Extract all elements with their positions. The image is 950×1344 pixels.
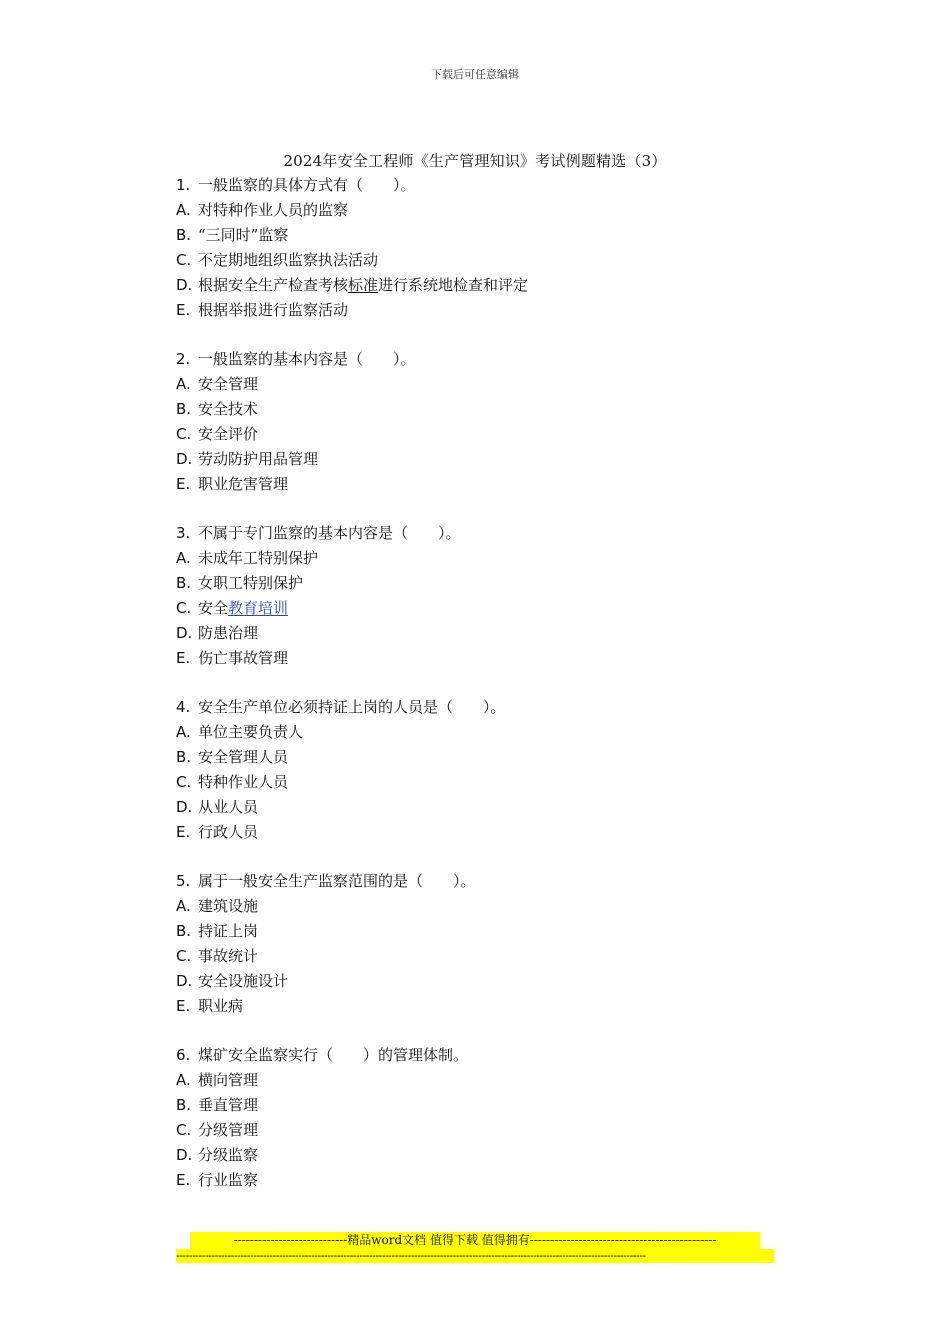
footer-dash-line: --------------------------------------------------------------------------------------------------------------------------------------------------: [176, 1249, 774, 1263]
option-text: 根据举报进行监察活动: [198, 301, 349, 319]
option-label: E.: [176, 475, 191, 493]
option-label: C.: [176, 599, 192, 617]
option-label: D.: [176, 276, 193, 294]
option-label: D.: [176, 1146, 193, 1164]
question-stem-text: 安全生产单位必须持证上岗的人员是（ ）。: [198, 698, 506, 716]
option-label: E.: [176, 1171, 191, 1189]
option-c: [176, 946, 776, 971]
option-b: [176, 747, 776, 772]
option-text: 安全评价: [198, 425, 259, 443]
option-d: [176, 275, 776, 300]
document-title: 2024年安全工程师《生产管理知识》考试例题精选（3）: [283, 152, 667, 170]
question-stem-text: 属于一般安全生产监察范围的是（ ）。: [198, 872, 476, 890]
option-text: 横向管理: [198, 1071, 259, 1089]
option-text: 行业监察: [198, 1171, 259, 1189]
option-a: [176, 548, 776, 573]
question-stem-text: 煤矿安全监察实行（ ）的管理体制。: [198, 1046, 469, 1064]
option-label: B.: [176, 1096, 192, 1114]
option-text: 不定期地组织监察执法活动: [198, 251, 379, 269]
option-text: 根据安全生产检查考核: [198, 276, 349, 294]
option-a: [176, 200, 776, 225]
question-3: [176, 523, 776, 673]
question-4: [176, 697, 776, 847]
option-label: B.: [176, 922, 192, 940]
option-text: 对特种作业人员的监察: [198, 201, 349, 219]
page-header: 下载后可任意编辑: [431, 68, 519, 81]
option-d: [176, 449, 776, 474]
option-label: B.: [176, 226, 192, 244]
option-link[interactable]: 教育培训: [228, 599, 289, 617]
option-label: C.: [176, 1121, 192, 1139]
option-label: D.: [176, 798, 193, 816]
option-text: 伤亡事故管理: [198, 649, 289, 667]
option-label: B.: [176, 748, 192, 766]
option-label: A.: [176, 549, 191, 567]
option-label: B.: [176, 574, 192, 592]
question-stem-text: 一般监察的基本内容是（ ）。: [198, 350, 416, 368]
option-d: [176, 971, 776, 996]
question-stem: [176, 1045, 776, 1070]
option-text: 垂直管理: [198, 1096, 259, 1114]
option-e: [176, 822, 776, 847]
footer-banner: [176, 1232, 774, 1249]
option-text: “三同时”监察: [198, 226, 289, 244]
option-label: C.: [176, 251, 192, 269]
option-text: 安全: [198, 599, 229, 617]
option-underlined-text: 标准: [348, 276, 379, 294]
option-d: [176, 797, 776, 822]
option-a: [176, 374, 776, 399]
option-text: 从业人员: [198, 798, 259, 816]
option-text: 防患治理: [198, 624, 259, 642]
option-label: E.: [176, 649, 191, 667]
question-stem: [176, 349, 776, 374]
option-a: [176, 1070, 776, 1095]
option-label: A.: [176, 201, 191, 219]
option-b: [176, 573, 776, 598]
option-text: 安全设施设计: [198, 972, 289, 990]
option-label: A.: [176, 1071, 191, 1089]
question-stem-text: 一般监察的具体方式有（ ）。: [198, 176, 416, 194]
option-e: [176, 300, 776, 325]
option-label: C.: [176, 773, 192, 791]
question-number: 1.: [176, 176, 191, 194]
question-number: 4.: [176, 698, 191, 716]
option-text: 建筑设施: [198, 897, 259, 915]
option-e: [176, 996, 776, 1021]
option-text: 分级监察: [198, 1146, 259, 1164]
option-label: E.: [176, 301, 191, 319]
question-stem-text: 不属于专门监察的基本内容是（ ）。: [198, 524, 461, 542]
question-2: [176, 349, 776, 499]
option-text: 安全管理人员: [198, 748, 289, 766]
option-label: C.: [176, 947, 192, 965]
question-number: 5.: [176, 872, 191, 890]
option-text: 事故统计: [198, 947, 259, 965]
option-text: 特种作业人员: [198, 773, 289, 791]
option-b: [176, 1095, 776, 1120]
option-label: E.: [176, 997, 191, 1015]
question-list: [176, 175, 776, 1219]
option-label: D.: [176, 624, 193, 642]
option-text: 分级管理: [198, 1121, 259, 1139]
option-label: A.: [176, 723, 191, 741]
option-text: 职业危害管理: [198, 475, 289, 493]
footer-banner-text: ----------------------------精品word文档 值得下载 值得拥有----------------------------------------------: [190, 1232, 760, 1249]
question-stem: [176, 871, 776, 896]
option-label: D.: [176, 450, 193, 468]
option-text: 安全技术: [198, 400, 259, 418]
option-a: [176, 896, 776, 921]
option-d: [176, 623, 776, 648]
option-e: [176, 648, 776, 673]
question-5: [176, 871, 776, 1021]
option-label: A.: [176, 897, 191, 915]
option-a: [176, 722, 776, 747]
option-c: [176, 772, 776, 797]
option-c: [176, 424, 776, 449]
option-c: [176, 250, 776, 275]
question-number: 6.: [176, 1046, 191, 1064]
option-text: 进行系统地检查和评定: [378, 276, 529, 294]
question-stem: [176, 697, 776, 722]
option-d: [176, 1145, 776, 1170]
option-label: C.: [176, 425, 192, 443]
question-1: [176, 175, 776, 325]
option-text: 持证上岗: [198, 922, 259, 940]
option-e: [176, 474, 776, 499]
option-label: E.: [176, 823, 191, 841]
option-text: 劳动防护用品管理: [198, 450, 319, 468]
question-stem: [176, 175, 776, 200]
option-text: 安全管理: [198, 375, 259, 393]
option-text: 职业病: [198, 997, 244, 1015]
option-b: [176, 225, 776, 250]
option-c: [176, 1120, 776, 1145]
option-e: [176, 1170, 776, 1195]
question-number: 3.: [176, 524, 191, 542]
option-text: 单位主要负责人: [198, 723, 304, 741]
option-b: [176, 921, 776, 946]
option-label: B.: [176, 400, 192, 418]
option-c: [176, 598, 776, 623]
option-text: 未成年工特别保护: [198, 549, 319, 567]
question-number: 2.: [176, 350, 191, 368]
option-b: [176, 399, 776, 424]
option-text: 女职工特别保护: [198, 574, 304, 592]
option-text: 行政人员: [198, 823, 259, 841]
option-label: A.: [176, 375, 191, 393]
question-6: [176, 1045, 776, 1195]
option-label: D.: [176, 972, 193, 990]
question-stem: [176, 523, 776, 548]
